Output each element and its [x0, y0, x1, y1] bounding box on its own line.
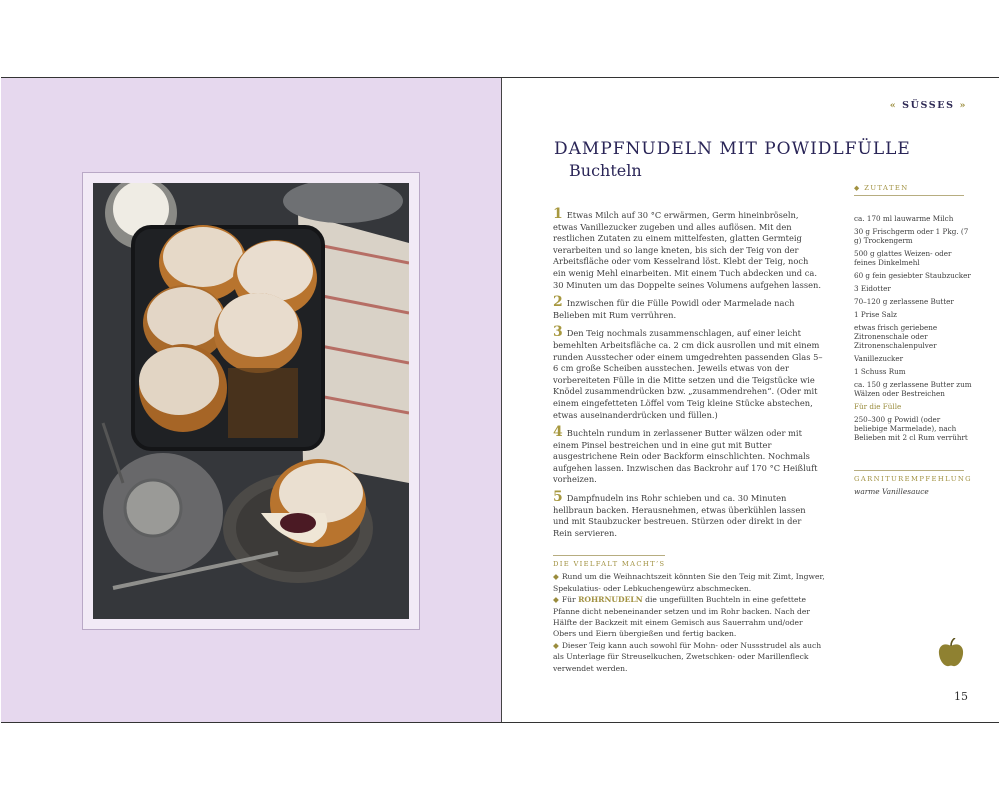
ingredient-item: Vanillezucker	[854, 354, 904, 363]
step-text: Den Teig nochmals zusammenschlagen, auf einer leicht bemehlten Arbeitsfläche ca. 2 cm dick ausrollen und mit einem runden Ausstecher oder einem umgedrehten passenden Glas 5–6 cm große Scheiben ausstechen. Jeweils etwas von der vorbereiteten Fülle in die Mitte setzen und die Teigstücke wie Knödel zusammendrücken bzw. „zusammendrehen“. (Oder mit einem eingefetteten Löffel vom Teig kleine Stücke abstechen, etwas auseinanderdrücken und füllen.)	[553, 328, 823, 420]
step-text: Dampfnudeln ins Rohr schieben und ca. 30 Minuten hellbraun backen. Herausnehmen, etwas überkühlen lassen und mit Staubzucker bestreuen. Stürzen oder direkt in der Rein servieren.	[553, 493, 806, 538]
diamond-ornament-icon: «	[889, 100, 898, 111]
garnish-heading: GARNITUREMPFEHLUNG	[854, 470, 964, 483]
ingredient-item: 3 Eidotter	[854, 284, 891, 293]
ingredient-item: 30 g Frischgerm oder 1 Pkg. (7 g) Trockengerm	[854, 227, 969, 245]
step-text: Inzwischen für die Fülle Powidl oder Marmelade nach Belieben mit Rum verrühren.	[553, 298, 795, 320]
ingredients-list	[854, 214, 972, 446]
tip-text: Dieser Teig kann auch sowohl für Mohn- oder Nussstrudel als auch als Unterlage für Streuselkuchen, Zwetschken- oder Marillenfleck verwendet werden.	[553, 640, 822, 673]
tip-item	[553, 594, 825, 640]
ingredient-item: 500 g glattes Weizen- oder feines Dinkelmehl	[854, 249, 952, 267]
step-number: 1	[553, 206, 563, 222]
food-photo	[93, 183, 409, 619]
step-text: Etwas Milch auf 30 °C erwärmen, Germ hineinbröseln, etwas Vanillezucker zugeben und alles auflösen. Mit den restlichen Zutaten zu einem mittelfesten, glatten Germteig verarbeiten und so lange kneten, bis sich der Teig von der Arbeitsfläche oder vom Kesselrand löst. Klebt der Teig, noch ein wenig Mehl einarbeiten. Mit einem Tuch abdecken und ca. 30 Minuten um das Doppelte seines Volumens aufgehen lassen.	[553, 210, 822, 290]
right-page	[502, 78, 999, 722]
ingredient-item: ca. 150 g zerlassene Butter zum Wälzen oder Bestreichen	[854, 380, 972, 398]
diamond-ornament-icon: ◆	[553, 595, 559, 605]
ingredient-item: 70–120 g zerlassene Butter	[854, 297, 954, 306]
step-number: 3	[553, 324, 563, 341]
filling-item: 250–300 g Powidl (oder beliebige Marmelade), nach Belieben mit 2 cl Rum verrührt	[854, 415, 968, 442]
ingredients-heading	[854, 184, 964, 196]
step-2	[553, 294, 823, 321]
tips-box	[553, 555, 825, 674]
tip-item	[553, 640, 825, 674]
section-label: SÜSSES	[902, 100, 955, 111]
photo-frame	[82, 172, 420, 630]
ingredient-item: 1 Schuss Rum	[854, 367, 906, 376]
recipe-steps	[553, 206, 823, 545]
step-5	[553, 489, 823, 539]
buchteln-photo-illustration	[93, 183, 409, 619]
page-number: 15	[954, 690, 968, 703]
diamond-ornament-icon: »	[959, 100, 967, 111]
step-3	[553, 324, 823, 421]
tip-text-pre: Für	[561, 595, 576, 605]
garnish-box	[854, 470, 973, 496]
filling-heading: Für die Fülle	[854, 402, 902, 411]
ingredient-item: ca. 170 ml lauwarme Milch	[854, 214, 954, 223]
left-page	[1, 78, 502, 722]
tip-text: Rund um die Weihnachtszeit könnten Sie den Teig mit Zimt, Ingwer, Spekulatius- oder Lebkuchengewürz abschmecken.	[553, 572, 825, 593]
step-number: 4	[553, 424, 563, 441]
diamond-ornament-icon: ◆	[854, 184, 865, 192]
step-number: 2	[553, 294, 563, 311]
tip-highlight: ROHRNUDELN	[578, 595, 643, 605]
ingredient-item: 60 g fein gesiebter Staubzucker	[854, 271, 971, 280]
recipe-title: DAMPFNUDELN MIT POWIDLFÜLLE	[554, 139, 911, 159]
book-spread	[1, 77, 999, 723]
step-text: Buchteln rundum in zerlassener Butter wälzen oder mit einem Pinsel bestreichen und in eine gut mit Butter ausgestrichene Rein oder Backform einschlichten. Nochmals aufgehen lassen. Inzwischen das Backrohr auf 170 °C Heißluft vorheizen.	[553, 428, 818, 485]
diamond-ornament-icon: ◆	[553, 572, 559, 582]
step-number: 5	[553, 489, 563, 506]
ingredient-item: etwas frisch geriebene Zitronenschale oder Zitronenschalenpulver	[854, 323, 938, 350]
step-4	[553, 424, 823, 486]
ingredient-item: 1 Prise Salz	[854, 310, 897, 319]
tips-heading: DIE VIELFALT MACHT’S	[553, 555, 665, 570]
tip-item	[553, 571, 825, 594]
diamond-ornament-icon: ◆	[553, 640, 559, 650]
tip-text-post: die ungefüllten Buchteln in eine gefettete Pfanne dicht nebeneinander setzen und im Rohr backen. Nach der Hälfte der Backzeit mit einem Gemisch aus Sauerrahm und/oder Obers und Eiern übergießen und fertig backen.	[553, 595, 811, 639]
garnish-text: warme Vanillesauce	[854, 487, 929, 496]
step-1	[553, 206, 823, 291]
recipe-subtitle: Buchteln	[569, 161, 642, 180]
apple-icon	[938, 638, 964, 668]
section-tag	[890, 100, 967, 111]
ingredients-heading-text: ZUTATEN	[864, 184, 909, 192]
